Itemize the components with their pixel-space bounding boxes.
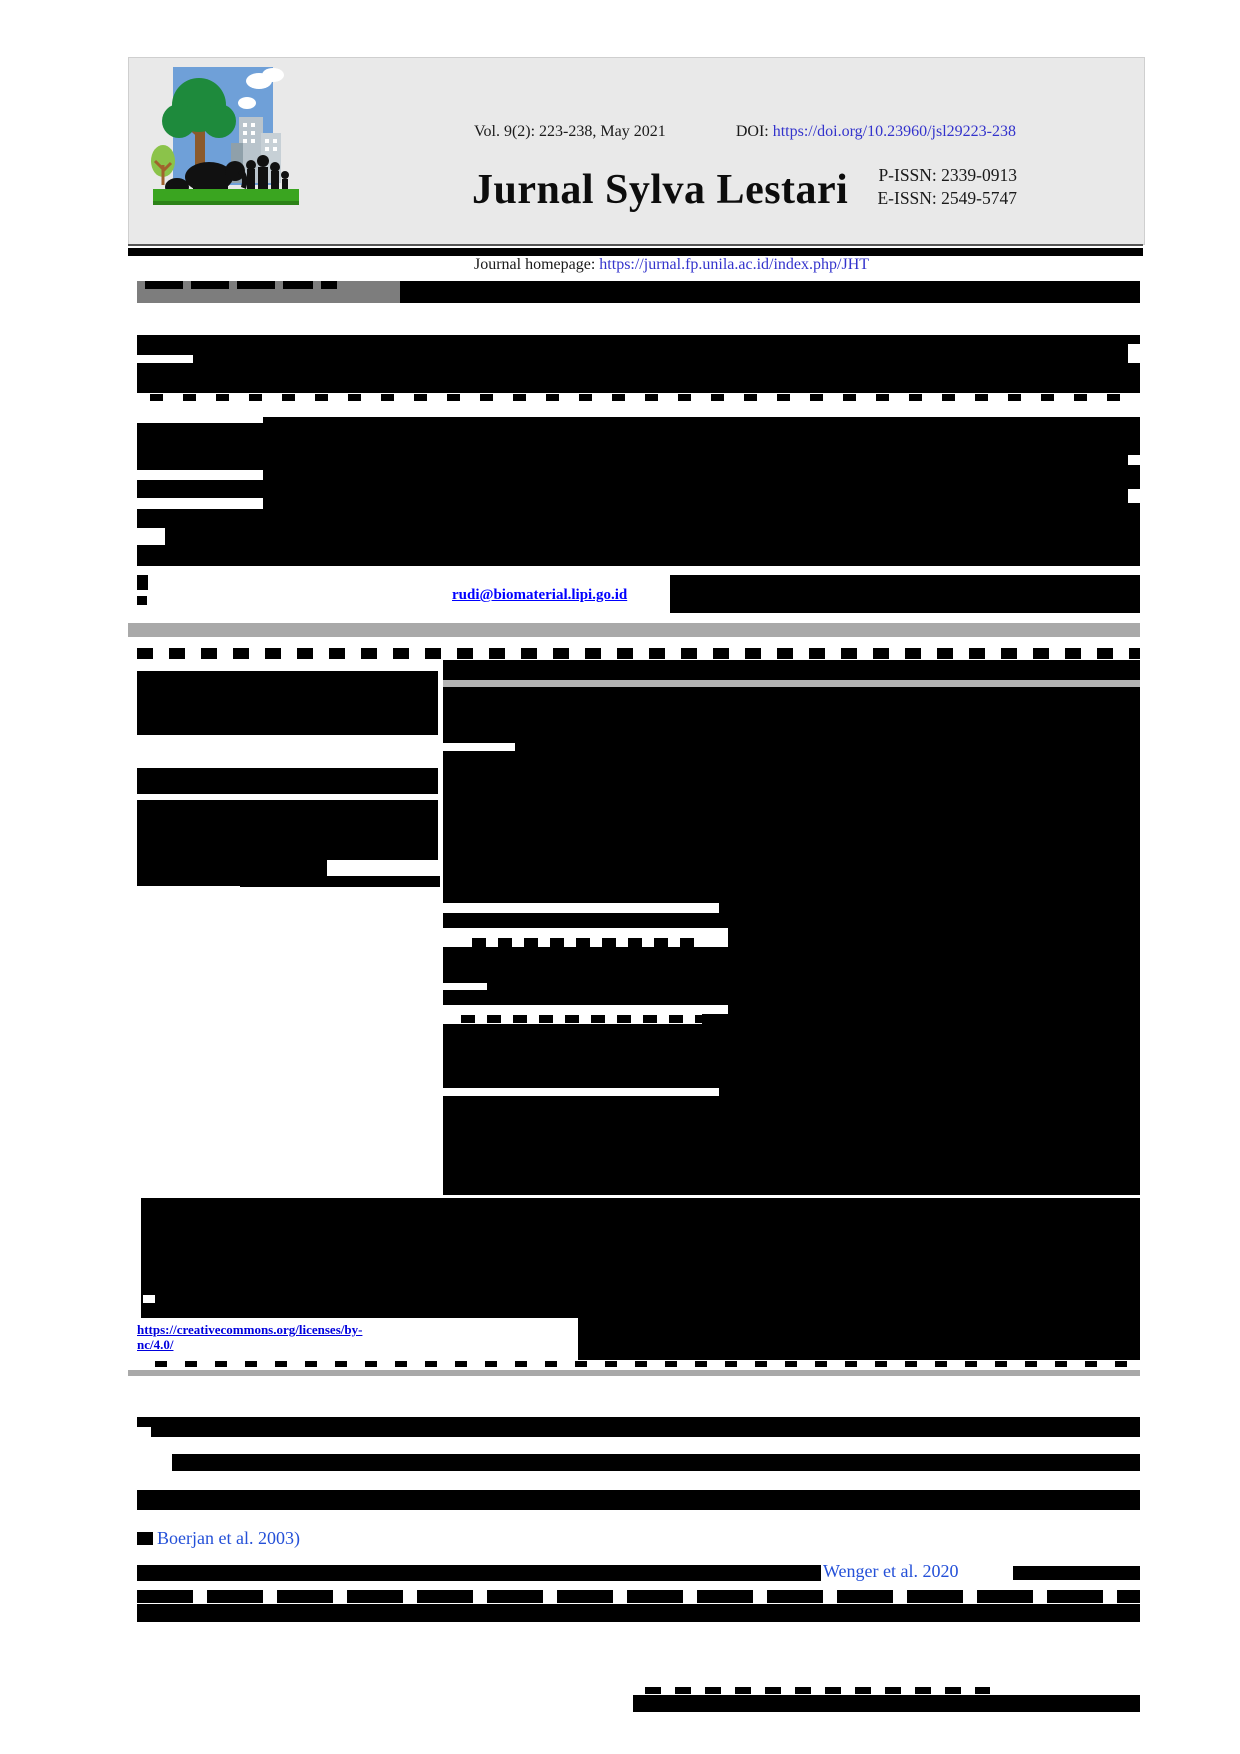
redaction-bar <box>1013 1566 1140 1580</box>
redaction-bar <box>137 363 1140 393</box>
redaction-bar <box>443 983 487 990</box>
redaction-bar <box>137 335 1140 355</box>
redaction-bar <box>237 281 275 289</box>
redaction-bar <box>191 281 229 289</box>
redaction-bar <box>145 281 183 289</box>
journal-logo-icon <box>147 65 313 219</box>
redaction-bar <box>137 1604 1140 1622</box>
redaction-bar <box>137 423 263 470</box>
redaction-bar <box>400 281 1140 303</box>
journal-header <box>128 57 1145 273</box>
redaction-bar <box>633 1695 1140 1712</box>
redaction-bar <box>443 903 719 913</box>
redaction-bar <box>143 1295 155 1303</box>
header-rule-thick <box>128 248 1143 256</box>
homepage-label: Journal homepage: <box>474 256 600 273</box>
redaction-bar <box>137 575 148 590</box>
redaction-bar <box>137 1565 821 1581</box>
issn-block <box>877 164 1017 210</box>
redaction-bar <box>1128 344 1140 355</box>
redaction-bar <box>443 680 1140 687</box>
redaction-bar <box>193 355 1128 363</box>
redaction-bar <box>172 1454 1140 1471</box>
p-issn: P-ISSN: 2339-0913 <box>878 165 1017 185</box>
redaction-bar <box>137 768 438 794</box>
redaction-dashed-row <box>137 648 1140 659</box>
doi-link[interactable]: https://doi.org/10.23960/jsl29223-238 <box>772 123 1016 140</box>
redaction-bar <box>443 660 1140 680</box>
redaction-bar <box>283 281 313 289</box>
redaction-bar <box>137 509 263 528</box>
doi-label: DOI: <box>735 123 773 140</box>
redaction-bar <box>670 575 1140 613</box>
redaction-bar <box>443 1088 719 1096</box>
redaction-bar <box>128 1370 1140 1376</box>
redaction-bar <box>137 545 263 566</box>
redaction-bar <box>165 528 263 545</box>
redaction-dashed-row <box>472 938 700 947</box>
redaction-bar <box>1128 455 1140 465</box>
redaction-bar <box>1128 489 1140 503</box>
e-issn: E-ISSN: 2549-5747 <box>877 188 1017 208</box>
citation-boerjan-link[interactable]: Boerjan et al. 2003) <box>157 1528 300 1548</box>
redaction-bar <box>137 1417 1140 1437</box>
redaction-dashed-row <box>461 1015 702 1023</box>
redaction-bar <box>137 1490 1140 1510</box>
header-rule-thin <box>128 244 1143 246</box>
homepage-link[interactable]: https://jurnal.fp.unila.ac.id/index.php/JHT <box>599 256 870 273</box>
volume-issue-line: Vol. 9(2): 223-238, May 2021 <box>474 123 666 140</box>
citation-wenger-link[interactable]: Wenger et al. 2020 <box>823 1561 959 1581</box>
redaction-bar <box>240 876 440 887</box>
redaction-bar <box>443 743 515 751</box>
corresponding-email-link[interactable]: rudi@biomaterial.lipi.go.id <box>452 587 628 603</box>
redaction-dashed-row <box>645 1687 990 1694</box>
redaction-bar <box>321 281 337 289</box>
homepage-line <box>474 256 869 274</box>
journal-title: Jurnal Sylva Lestari <box>472 167 849 213</box>
redaction-bar <box>137 1427 151 1437</box>
redaction-bar <box>137 480 263 498</box>
redaction-bar <box>137 1532 153 1545</box>
redaction-bar <box>137 800 438 860</box>
redaction-dashed-row <box>137 1590 1140 1603</box>
redaction-bar <box>128 623 1140 637</box>
redaction-bar <box>137 671 438 735</box>
redaction-bar <box>578 1318 1140 1360</box>
redaction-dashed-row <box>155 1361 1140 1367</box>
redaction-bar <box>137 596 147 605</box>
redaction-bar <box>263 417 1140 566</box>
license-link-line2[interactable]: nc/4.0/ <box>137 1337 174 1352</box>
redaction-bar <box>141 1198 1140 1318</box>
doi-line <box>736 123 1016 141</box>
redaction-dashed-row <box>150 394 1125 401</box>
license-link-line1[interactable]: https://creativecommons.org/licenses/by- <box>137 1322 363 1337</box>
